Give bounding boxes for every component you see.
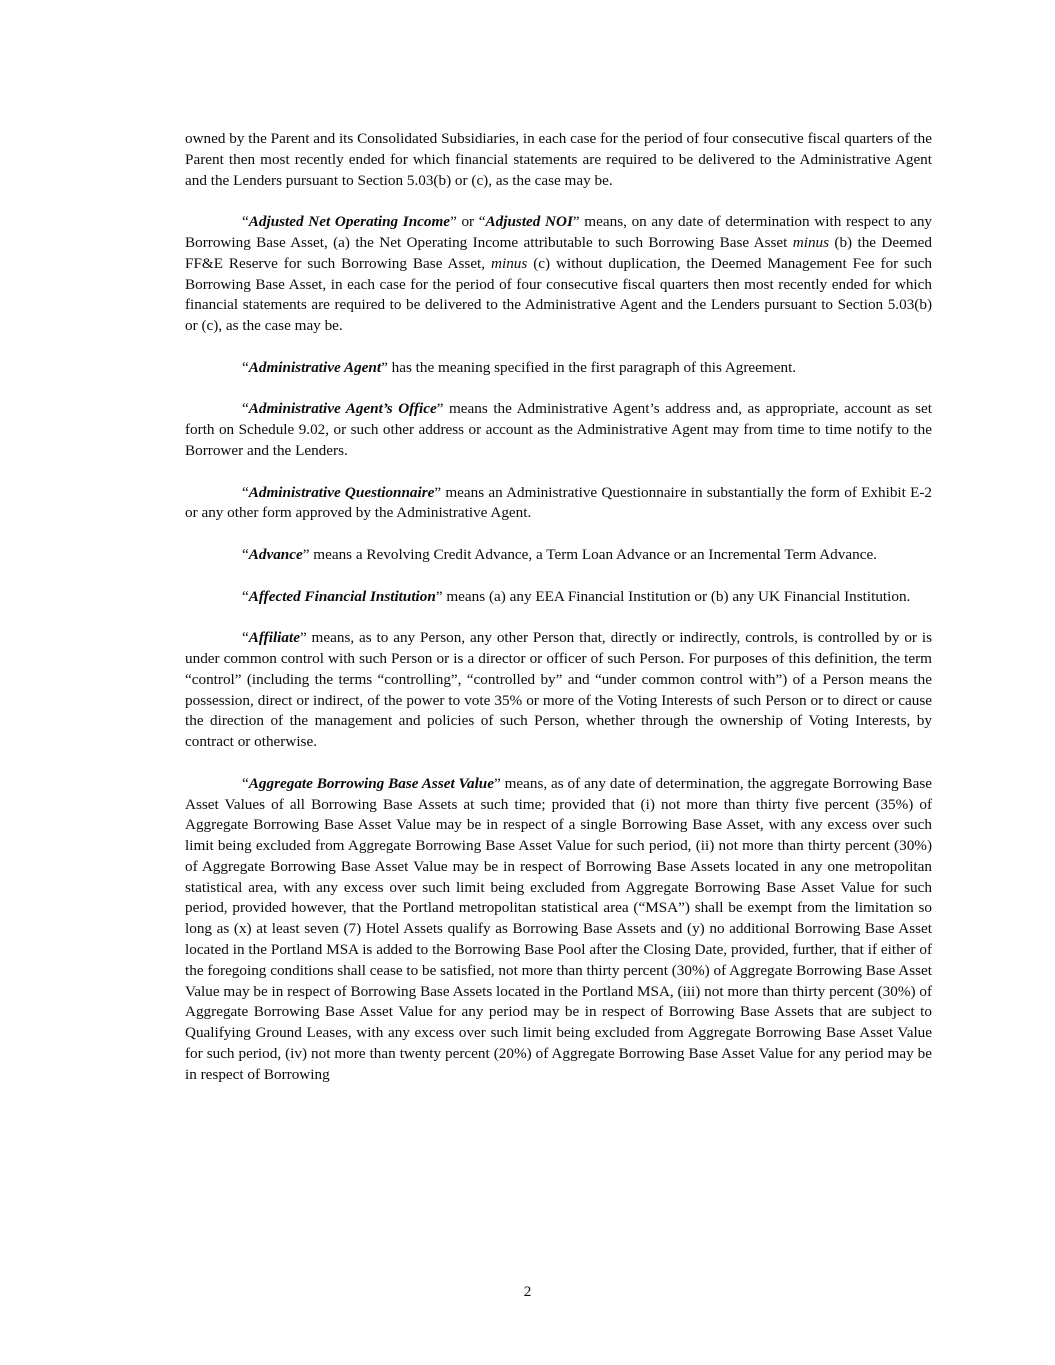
- definition-adjusted-net-operating-income: [185, 212, 932, 337]
- definition-administrative-agent: [185, 358, 932, 379]
- defined-term-text: Adjusted Net Operating Income: [248, 213, 451, 231]
- body-text: “: [242, 629, 249, 647]
- body-text: “: [242, 774, 249, 792]
- body-text: “: [242, 400, 249, 418]
- body-text: ” means the Administrative Agent’s address and, as appropriate, account as set forth on Schedule 9.02, or such other address or account as the Administrative Agent may from time to time notify to the Borrower and the Lenders.: [185, 400, 932, 459]
- body-text: “: [242, 545, 249, 563]
- body-text: (c) without duplication, the Deemed Management Fee for such Borrowing Base Asset, in each case for the period of four consecutive fiscal quarters then most recently ended for which financial statements are required to be delivered to the Administrative Agent and the Lenders pursuant to Section 5.03(b) or (c), as the case may be.: [185, 254, 932, 335]
- definition-aggregate-borrowing-base-asset-value: [185, 774, 932, 1086]
- defined-term-text: Adjusted NOI: [485, 213, 573, 231]
- defined-term-text: Administrative Questionnaire: [248, 483, 435, 501]
- body-text: ” means, on any date of determination with respect to any Borrowing Base Asset, (a) the Net Operating Income attributable to such Borrowing Base Asset: [185, 213, 933, 251]
- body-text: “: [242, 587, 249, 605]
- defined-term-text: Administrative Agent’s Office: [248, 400, 437, 418]
- body-text: (b) the Deemed FF&E Reserve for such Borrowing Base Asset,: [185, 233, 932, 272]
- body-text: owned by the Parent and its Consolidated Subsidiaries, in each case for the period of four consecutive fiscal quarters of the Parent then most recently ended for which financial statements are required to be delivered to the Administrative Agent and the Lenders pursuant to Section 5.03(b) or (c), as the case may be.: [185, 130, 932, 189]
- document-body: [185, 129, 932, 1106]
- body-text: ” means a Revolving Credit Advance, a Term Loan Advance or an Incremental Term Advance.: [302, 545, 877, 563]
- body-text: ” means an Administrative Questionnaire in substantially the form of Exhibit E-2 or any other form approved by the Administrative Agent.: [185, 483, 932, 522]
- body-text: “: [242, 483, 249, 501]
- body-text: “: [242, 358, 249, 376]
- definition-affected-financial-institution: [185, 587, 932, 608]
- defined-term-text: Affected Financial Institution: [248, 587, 436, 605]
- defined-term-text: Advance: [248, 545, 303, 563]
- defined-term-text: minus: [792, 233, 830, 251]
- definition-administrative-questionnaire: [185, 483, 932, 525]
- body-text: ” or “: [450, 213, 486, 231]
- body-text: ” means, as to any Person, any other Person that, directly or indirectly, controls, is controlled by or is under common control with such Person or is a director or officer of such Person. For purposes of this definition, the term “control” (including the terms “controlling”, “controlled by” and “under common control with”) of a Person means the possession, direct or indirect, of the power to vote 35% or more of the Voting Interests of such Person or to direct or cause the direction of the management and policies of such Person, whether through the ownership of Voting Interests, by contract or otherwise.: [185, 629, 932, 751]
- body-text: “: [242, 213, 249, 231]
- body-text: ” has the meaning specified in the first paragraph of this Agreement.: [381, 358, 797, 376]
- body-text: ” means (a) any EEA Financial Institution or (b) any UK Financial Institution.: [435, 587, 911, 605]
- paragraph-continuation: [185, 129, 932, 191]
- defined-term-text: Aggregate Borrowing Base Asset Value: [248, 774, 494, 792]
- defined-term-text: minus: [491, 254, 528, 272]
- defined-term-text: Affiliate: [248, 629, 300, 647]
- defined-term-text: Administrative Agent: [248, 358, 382, 376]
- page-number: 2: [523, 1283, 532, 1300]
- body-text: ” means, as of any date of determination, the aggregate Borrowing Base Asset Values of all Borrowing Base Assets at such time; provided that (i) not more than thirty five percent (35%) of Aggregate Borrowing Base Asset Value may be in respect of a single Borrowing Base Asset, with any excess over such limit being excluded from Aggregate Borrowing Base Asset Value for such period, (ii) not more than thirty percent (30%) of Aggregate Borrowing Base Asset Value may be in respect of Borrowing Base Assets located in any one metropolitan statistical area, with any excess over such limit being excluded from Aggregate Borrowing Base Asset Value for such period, provided however, that the Portland metropolitan statistical area (“MSA”) shall be exempt from the limitation so long as (x) at least seven (7) Hotel Assets qualify as Borrowing Base Assets and (y) no additional Borrowing Base Asset located in the Portland MSA is added to the Borrowing Base Pool after the Closing Date, provided, further, that if either of the foregoing conditions shall cease to be satisfied, not more than thirty percent (30%) of Aggregate Borrowing Base Asset Value may be in respect of Borrowing Base Assets located in the Portland MSA, (iii) not more than thirty percent (30%) of Aggregate Borrowing Base Asset Value for any period may be in respect of Borrowing Base Assets that are subject to Qualifying Ground Leases, with any excess over such limit being excluded from Aggregate Borrowing Base Asset Value for such period, (iv) not more than twenty percent (20%) of Aggregate Borrowing Base Asset Value for any period may be in respect of Borrowing: [185, 774, 932, 1083]
- definition-advance: [185, 545, 932, 566]
- definition-affiliate: [185, 628, 932, 753]
- definition-administrative-agents-office: [185, 399, 932, 461]
